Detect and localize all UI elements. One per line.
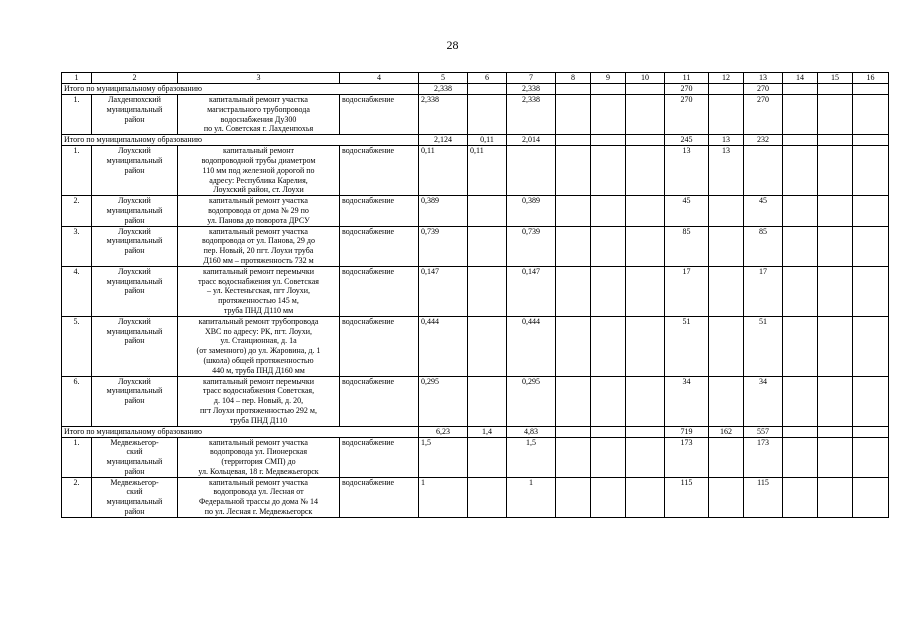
col9-value [591, 135, 626, 146]
col11-value: 34 [665, 376, 709, 426]
col12-value [709, 84, 744, 95]
column-number: 7 [507, 73, 556, 84]
col11-value: 115 [665, 477, 709, 517]
cell-line: муниципальный [106, 326, 163, 336]
col12-value [709, 196, 744, 226]
district-name [92, 266, 178, 316]
table-row [62, 376, 889, 426]
col15-value [818, 196, 853, 226]
cell-line: район [124, 336, 145, 346]
col7-value [507, 146, 556, 196]
col7-value: 1 [507, 477, 556, 517]
district-name [92, 316, 178, 376]
col14-value [783, 376, 818, 426]
col13-value [744, 146, 783, 196]
cell-line: капитальный ремонт перемычки [203, 376, 314, 386]
column-number: 15 [818, 73, 853, 84]
cell-line: капитальный ремонт участка [209, 437, 308, 447]
cell-line: Лоухский район, ст. Лоухи [213, 185, 304, 195]
col5-value: 2,338 [419, 84, 468, 95]
col7-value: 0,147 [507, 266, 556, 316]
col5-value: 0,389 [419, 196, 468, 226]
col11-value: 719 [665, 426, 709, 437]
cell-line: муниципальный [106, 236, 163, 246]
cell-line: пер. Новый, 20 пгт. Лоухи труба [203, 246, 314, 256]
district-name [92, 437, 178, 477]
cell-line: муниципальный [106, 386, 163, 396]
col12-value: 13 [709, 146, 744, 196]
cell-line: Лахденпохский [108, 95, 161, 104]
col13-value: 270 [744, 95, 783, 135]
col5-value: 1 [419, 477, 468, 517]
row-number: 2. [62, 196, 92, 226]
col7-value: 0,295 [507, 376, 556, 426]
cell-line: Лоухский [118, 316, 151, 326]
cell-line: ский [126, 487, 143, 497]
col9-value [591, 437, 626, 477]
cell-line: водопровода от ул. Панова, 29 до [202, 236, 315, 246]
cell-line: район [124, 507, 145, 517]
cell-line: ХВС по адресу: РК, пгт. Лоухи, [204, 326, 313, 336]
col10-value [626, 477, 665, 517]
col14-value [783, 477, 818, 517]
column-number: 9 [591, 73, 626, 84]
cell-line: пгт Лоухи протяженностью 292 м, [200, 405, 317, 415]
col14-value [783, 316, 818, 376]
col8-value [556, 196, 591, 226]
col16-value [853, 426, 889, 437]
cell-line: район [124, 246, 145, 256]
cell-line: Федеральной трассы до дома № 14 [198, 497, 318, 507]
col8-value [556, 226, 591, 266]
col11-value: 45 [665, 196, 709, 226]
col12-value [709, 266, 744, 316]
cell-line: Лоухский [118, 376, 151, 386]
cell-line: ский [126, 447, 143, 457]
col14-value [783, 226, 818, 266]
col7-value: 0,389 [507, 196, 556, 226]
col11-value: 270 [665, 84, 709, 95]
col8-value [556, 376, 591, 426]
col15-value [818, 146, 853, 196]
cell-line: трасс водоснабжения ул. Советская [198, 276, 319, 286]
col16-value [853, 266, 889, 316]
cell-line: труба ПНД Д110 мм [223, 305, 294, 315]
cell-line: муниципальный [106, 497, 163, 507]
col10-value [626, 95, 665, 135]
col11-value: 13 [665, 146, 709, 196]
cell-line: водопровода ул. Лесная от [213, 487, 304, 497]
work-type: водоснабжение [340, 95, 419, 135]
cell-line: Д160 мм – протяженность 732 м [203, 255, 314, 265]
cell-line: район [124, 215, 145, 225]
column-number: 8 [556, 73, 591, 84]
cell-line: трасс водоснабжения Советская, [202, 386, 315, 396]
col7-value: 4,83 [507, 426, 556, 437]
work-description [178, 95, 340, 135]
col14-value [783, 135, 818, 146]
row-number: 4. [62, 266, 92, 316]
total-label: Итого по муниципальному образованию [62, 84, 419, 95]
column-number: 16 [853, 73, 889, 84]
col14-value [783, 266, 818, 316]
work-type: водоснабжение [340, 266, 419, 316]
cell-line: район [124, 114, 145, 124]
col16-value [853, 95, 889, 135]
col13-value: 173 [744, 437, 783, 477]
col12-value: 162 [709, 426, 744, 437]
cell-line: 440 м, труба ПНД Д160 мм [212, 365, 305, 375]
column-number: 13 [744, 73, 783, 84]
col16-value [853, 376, 889, 426]
col12-value [709, 437, 744, 477]
cell-line: капитальный ремонт участка [209, 226, 308, 236]
total-row [62, 135, 889, 146]
column-number: 10 [626, 73, 665, 84]
col8-value [556, 426, 591, 437]
col13-value: 17 [744, 266, 783, 316]
col7-value: 2,338 [507, 84, 556, 95]
col13-value: 45 [744, 196, 783, 226]
col13-value: 115 [744, 477, 783, 517]
col9-value [591, 84, 626, 95]
row-number: 1. [62, 146, 92, 196]
work-type: водоснабжение [340, 226, 419, 266]
cell-line: ул. Панова до поворота ДРСУ [207, 215, 310, 225]
col10-value [626, 426, 665, 437]
total-row [62, 426, 889, 437]
page-number: 28 [446, 38, 459, 52]
work-type: водоснабжение [340, 477, 419, 517]
cell-line: магистрального трубопровода [207, 104, 310, 114]
table-row [62, 266, 889, 316]
col10-value [626, 146, 665, 196]
column-number: 3 [178, 73, 340, 84]
cell-line: (школа) общей протяженностью [203, 355, 314, 365]
col6-value: 0,11 [468, 146, 507, 196]
col7-value: 2,014 [507, 135, 556, 146]
cell-line: муниципальный [106, 457, 163, 467]
cell-line: адресу: Республика Карелия, [209, 175, 308, 185]
col11-value: 173 [665, 437, 709, 477]
cell-line: ул. Кольцевая, 18 г. Медвежьегорск [198, 466, 319, 476]
col13-value: 232 [744, 135, 783, 146]
work-description [178, 376, 340, 426]
col8-value [556, 266, 591, 316]
cell-line: ул. Станционная, д. 1а [220, 336, 297, 346]
column-number-row [62, 73, 889, 84]
col16-value [853, 84, 889, 95]
col5-value: 0,444 [419, 316, 468, 376]
col9-value [591, 376, 626, 426]
cell-line: по ул. Советская г. Лахденпохья [203, 124, 314, 134]
col9-value [591, 266, 626, 316]
total-label: Итого по муниципальному образованию [62, 135, 419, 146]
col7-value: 0,739 [507, 226, 556, 266]
row-number: 1. [62, 437, 92, 477]
cell-line: капитальный ремонт трубопровода [198, 316, 319, 326]
cell-line: Медвежьегор- [110, 437, 159, 447]
table-row [62, 196, 889, 226]
cell-line: протяженностью 145 м, [218, 296, 299, 306]
table-row [62, 95, 889, 135]
work-type: водоснабжение [340, 316, 419, 376]
col15-value [818, 426, 853, 437]
row-number: 1. [62, 95, 92, 135]
col9-value [591, 226, 626, 266]
col8-value [556, 477, 591, 517]
col6-value [468, 84, 507, 95]
cell-line: район [124, 466, 145, 476]
cell-line: водоснабжения Ду300 [220, 114, 297, 124]
col6-value [468, 477, 507, 517]
col12-value [709, 226, 744, 266]
row-number: 2. [62, 477, 92, 517]
col16-value [853, 226, 889, 266]
col5-value: 0,147 [419, 266, 468, 316]
col16-value [853, 437, 889, 477]
col5-value: 2,124 [419, 135, 468, 146]
cell-line: Лоухский [118, 266, 151, 276]
col13-value: 557 [744, 426, 783, 437]
col15-value [818, 376, 853, 426]
cell-line: муниципальный [106, 155, 163, 165]
table-row [62, 477, 889, 517]
work-description [178, 226, 340, 266]
cell-line: капитальный ремонт участка [209, 477, 308, 487]
work-description [178, 316, 340, 376]
row-number: 6. [62, 376, 92, 426]
work-description [178, 437, 340, 477]
work-description [178, 266, 340, 316]
col11-value: 245 [665, 135, 709, 146]
col15-value [818, 95, 853, 135]
col10-value [626, 226, 665, 266]
cell-line: Медвежьегор- [110, 477, 159, 487]
cell-line: (от заменного) до ул. Жаровина, д. 1 [196, 346, 321, 356]
col5-value: 0,11 [419, 146, 468, 196]
col14-value [783, 146, 818, 196]
col6-value: 1,4 [468, 426, 507, 437]
cell-line: по ул. Лесная г. Медвежьегорск [204, 507, 313, 517]
column-number: 6 [468, 73, 507, 84]
cell-line: район [124, 165, 145, 175]
cell-line: Лоухский [118, 226, 151, 236]
col12-value [709, 477, 744, 517]
col6-value [468, 376, 507, 426]
col6-value: 0,11 [468, 135, 507, 146]
col9-value [591, 95, 626, 135]
col13-value: 270 [744, 84, 783, 95]
col8-value [556, 437, 591, 477]
col10-value [626, 266, 665, 316]
district-name [92, 376, 178, 426]
col13-value: 85 [744, 226, 783, 266]
table-row [62, 437, 889, 477]
col15-value [818, 84, 853, 95]
works-table [61, 72, 889, 518]
work-type: водоснабжение [340, 196, 419, 226]
col8-value [556, 146, 591, 196]
col6-value [468, 437, 507, 477]
district-name [92, 95, 178, 135]
cell-line: муниципальный [106, 104, 163, 114]
row-number: 3. [62, 226, 92, 266]
column-number: 12 [709, 73, 744, 84]
col14-value [783, 95, 818, 135]
cell-line: капитальный ремонт участка [209, 95, 308, 104]
cell-line: Лоухский [118, 146, 151, 156]
col6-value [468, 226, 507, 266]
col9-value [591, 477, 626, 517]
col8-value [556, 135, 591, 146]
work-description [178, 146, 340, 196]
col15-value [818, 266, 853, 316]
cell-line: д. 104 – пер. Новый, д. 20, [213, 396, 304, 406]
col15-value [818, 135, 853, 146]
col9-value [591, 316, 626, 376]
col10-value [626, 135, 665, 146]
col11-value: 270 [665, 95, 709, 135]
col6-value [468, 196, 507, 226]
col14-value [783, 196, 818, 226]
cell-line: муниципальный [106, 205, 163, 215]
work-type: водоснабжение [340, 376, 419, 426]
column-number: 4 [340, 73, 419, 84]
cell-line: – ул. Кестеньгская, пгт Лоухи, [206, 286, 311, 296]
col16-value [853, 196, 889, 226]
col7-value: 2,338 [507, 95, 556, 135]
cell-line: водопровода от дома № 29 по [208, 205, 309, 215]
cell-line: район [124, 286, 145, 296]
table-row [62, 316, 889, 376]
column-number: 14 [783, 73, 818, 84]
col10-value [626, 437, 665, 477]
column-number: 2 [92, 73, 178, 84]
col6-value [468, 95, 507, 135]
col9-value [591, 426, 626, 437]
col13-value: 34 [744, 376, 783, 426]
col10-value [626, 84, 665, 95]
total-label: Итого по муниципальному образованию [62, 426, 419, 437]
cell-line: район [124, 396, 145, 406]
col10-value [626, 376, 665, 426]
cell-line: муниципальный [106, 276, 163, 286]
col15-value [818, 477, 853, 517]
col16-value [853, 135, 889, 146]
district-name [92, 146, 178, 196]
work-type: водоснабжение [340, 146, 419, 196]
col9-value [591, 146, 626, 196]
col9-value [591, 196, 626, 226]
cell-line: водопровода ул. Пионерская [209, 447, 308, 457]
column-number: 11 [665, 73, 709, 84]
cell-line: Лоухский [118, 196, 151, 206]
cell-line: 110 мм под железной дорогой по [202, 165, 315, 175]
cell-line: капитальный ремонт участка [209, 196, 308, 206]
col12-value [709, 376, 744, 426]
work-description [178, 196, 340, 226]
table-row [62, 226, 889, 266]
cell-line: труба ПНД Д110 [229, 415, 288, 425]
col5-value: 0,739 [419, 226, 468, 266]
col12-value [709, 95, 744, 135]
col14-value [783, 426, 818, 437]
col16-value [853, 316, 889, 376]
work-type: водоснабжение [340, 437, 419, 477]
col16-value [853, 146, 889, 196]
col8-value [556, 95, 591, 135]
col12-value [709, 316, 744, 376]
col14-value [783, 84, 818, 95]
col13-value: 51 [744, 316, 783, 376]
col11-value: 85 [665, 226, 709, 266]
col8-value [556, 84, 591, 95]
col5-value: 1,5 [419, 437, 468, 477]
cell-line: капитальный ремонт перемычки [203, 266, 314, 276]
work-description [178, 477, 340, 517]
col15-value [818, 437, 853, 477]
cell-line: (территория СМП) до [221, 457, 296, 467]
col14-value [783, 437, 818, 477]
col11-value: 51 [665, 316, 709, 376]
col15-value [818, 316, 853, 376]
table-row [62, 146, 889, 196]
district-name [92, 477, 178, 517]
col8-value [556, 316, 591, 376]
district-name [92, 196, 178, 226]
column-number: 1 [62, 73, 92, 84]
column-number: 5 [419, 73, 468, 84]
district-name [92, 226, 178, 266]
row-number: 5. [62, 316, 92, 376]
col5-value: 0,295 [419, 376, 468, 426]
col7-value: 0,444 [507, 316, 556, 376]
cell-line: капитальный ремонт [223, 146, 294, 156]
col5-value: 6,23 [419, 426, 468, 437]
col11-value: 17 [665, 266, 709, 316]
total-row [62, 84, 889, 95]
col15-value [818, 226, 853, 266]
col10-value [626, 196, 665, 226]
col6-value [468, 266, 507, 316]
col12-value: 13 [709, 135, 744, 146]
col7-value: 1,5 [507, 437, 556, 477]
cell-line: водопроводной трубы диаметром [201, 155, 316, 165]
col6-value [468, 316, 507, 376]
col10-value [626, 316, 665, 376]
col5-value: 2,338 [419, 95, 468, 135]
col16-value [853, 477, 889, 517]
